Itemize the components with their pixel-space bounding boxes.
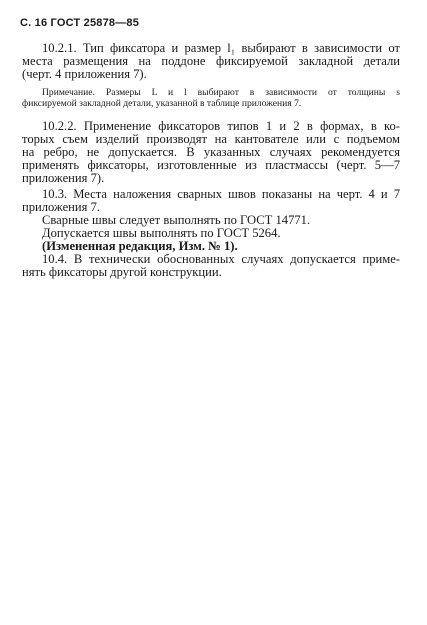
text-line: приложения 7). <box>22 171 105 185</box>
text-line: 10.4. В технически обоснованных случаях допускается приме- <box>42 252 400 266</box>
text-line: Сварные швы следует выполнять по ГОСТ 14771. <box>42 213 311 227</box>
text-line: торых съем изделий производят на кантователе или с подъемом <box>22 132 400 146</box>
text-line: Допускается швы выполнять по ГОСТ 5264. <box>42 226 281 240</box>
text-line: на ребро, не допускается. В указанных случаях рекомендуется <box>22 145 400 159</box>
page-header: С. 16 ГОСТ 25878—85 <box>20 17 140 29</box>
text-line: приложения 7. <box>22 200 101 214</box>
paragraph-10-2-1 <box>22 42 400 81</box>
text-line: фиксируемой закладной детали, указанной в таблице приложения 7. <box>22 98 302 109</box>
text-line: применять фиксаторы, изготовленные из пластмассы (черт. 5—7 <box>22 158 400 172</box>
text-line: 10.2.2. Применение фиксаторов типов 1 и 2 в формах, в ко- <box>42 119 400 133</box>
text-line: Примечание. Размеры L и l выбирают в зависимости от толщины s <box>42 87 400 98</box>
note-paragraph <box>22 87 400 109</box>
text-line: нять фиксаторы другой конструкции. <box>22 265 222 279</box>
text-line: 10.3. Места наложения сварных швов показаны на черт. 4 и 7 <box>42 187 400 201</box>
amendment-note: (Измененная редакция, Изм. № 1). <box>42 239 238 253</box>
text-line: места размещения на поддоне фиксируемой закладной детали <box>22 54 400 68</box>
text-line: 10.2.1. Тип фиксатора и размер l₁ выбирают в зависимости от <box>42 41 400 55</box>
paragraph-10-2-2 <box>22 120 400 185</box>
text-line: (черт. 4 приложения 7). <box>22 67 147 81</box>
paragraph-10-3 <box>22 188 400 279</box>
